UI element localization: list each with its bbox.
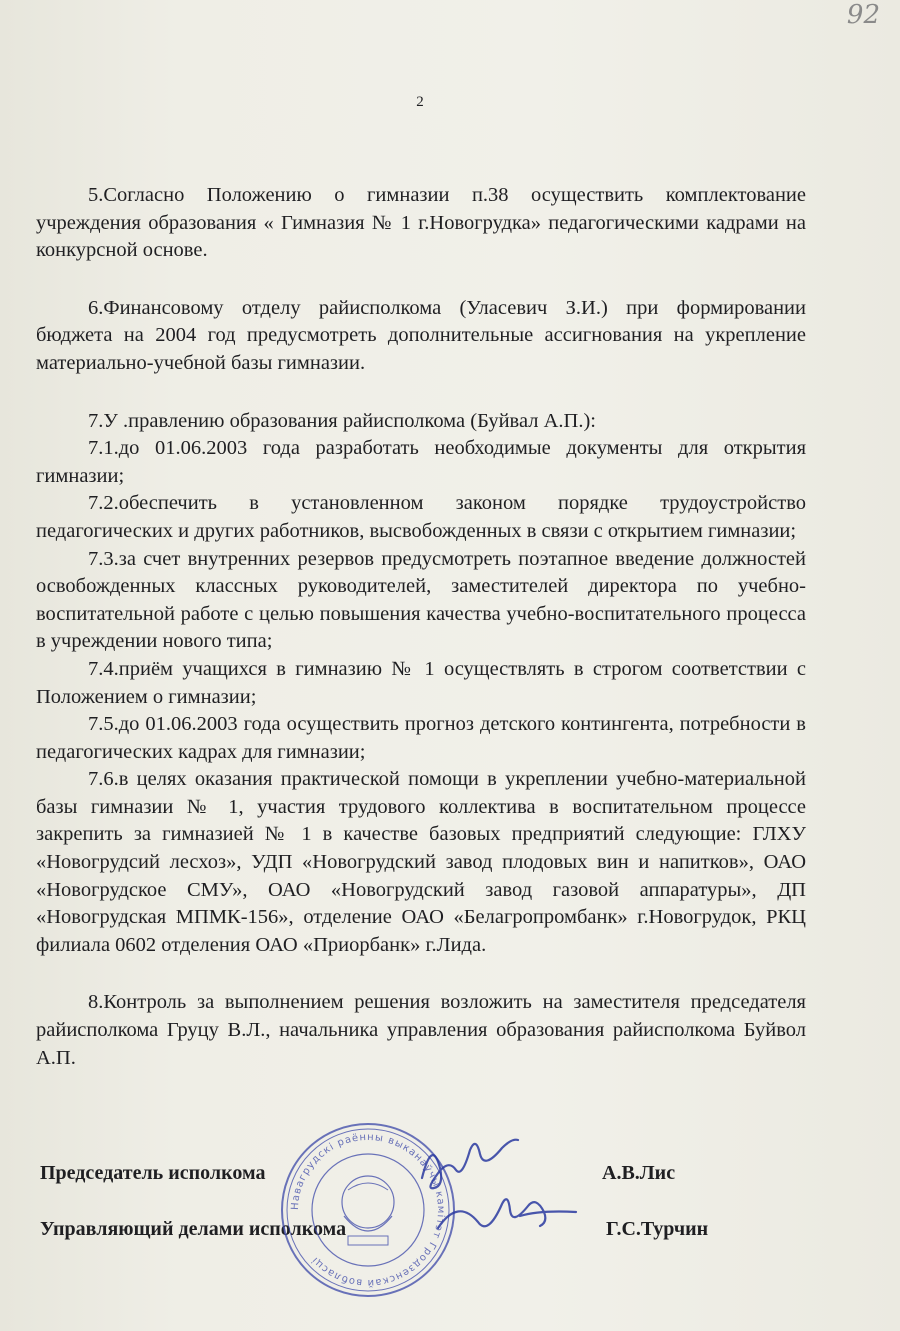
chair-title: Председатель исполкома [40,1162,266,1184]
handwritten-signatures [400,1130,600,1260]
document-body [36,182,806,1072]
page-number: 2 [416,94,424,110]
manager-title: Управляющий делами исполкома [40,1218,347,1240]
archive-page-number: 92 [846,0,880,30]
paragraph-5: 5.Согласно Положению о гимназии п.38 осуществить комплектование учреждения образования « Гимназия № 1 г.Новогрудка» педагогическими кадрами на конкурсной основе. [36,184,806,262]
manager-signature-scribble [438,1199,576,1228]
paragraph-6: 6.Финансовому отделу райисполкома (Уласевич З.И.) при формировании бюджета на 2004 год предусмотреть дополнительные ассигнования на укрепление материально-учебной базы гимназии. [36,296,806,374]
manager-name: Г.С.Турчин [606,1218,709,1240]
paragraph-7-2: 7.2.обеспечить в установленном законом порядке трудоустройство педагогических и других работников, высвобожденных в связи с открытием гимназии; [36,492,806,542]
paragraph-7-5: 7.5.до 01.06.2003 года осуществить прогноз детского контингента, потребности в педагогических кадрах для гимназии; [36,713,806,763]
paragraph-7-1: 7.1.до 01.06.2003 года разработать необходимые документы для открытия гимназии; [36,437,806,487]
chair-signature-scribble [422,1140,518,1189]
paragraph-7-4: 7.4.приём учащихся в гимназию № 1 осуществлять в строгом соответствии с Положением о гимназии; [36,657,806,708]
paragraph-7: 7.У .правлению образования райисполкома (Буйвал А.П.): [88,409,596,432]
seal-text: Навагрудскі раённы выканаўчы камітэт Гродзенскай вобласці [289,1131,447,1289]
chair-name: А.В.Лис [602,1162,676,1184]
paragraph-8: 8.Контроль за выполнением решения возложить на заместителя председателя райисполкома Груцу В.Л., начальника управления образования райисполкома Буйвол А.П. [36,991,806,1069]
paragraph-7-6: 7.6.в целях оказания практической помощи в укреплении учебно-материальной базы гимназии № 1, участия трудового коллектива в воспитательном процессе закрепить за гимназией № 1 в качестве базовых предприятий следующие: ГЛХУ «Новогрудсий лесхоз», УДП «Новогрудский завод плодовых вин и напитков», ОАО «Новогрудское СМУ», ОАО «Новогрудский завод газовой аппаратуры», ДП «Новогрудская МПМК-156», отделение ОАО «Белагропромбанк» г.Новогрудок, РКЦ филиала 0602 отделения ОАО «Приорбанк» г.Лида. [36,768,806,956]
paragraph-7-3: 7.3.за счет внутренних резервов предусмотреть поэтапное введение должностей освобожденных классных руководителей, заместителей директора по учебно-воспитательной работе с целью повышения качества учебно-воспитательного процесса в учреждении нового типа; [36,547,806,653]
